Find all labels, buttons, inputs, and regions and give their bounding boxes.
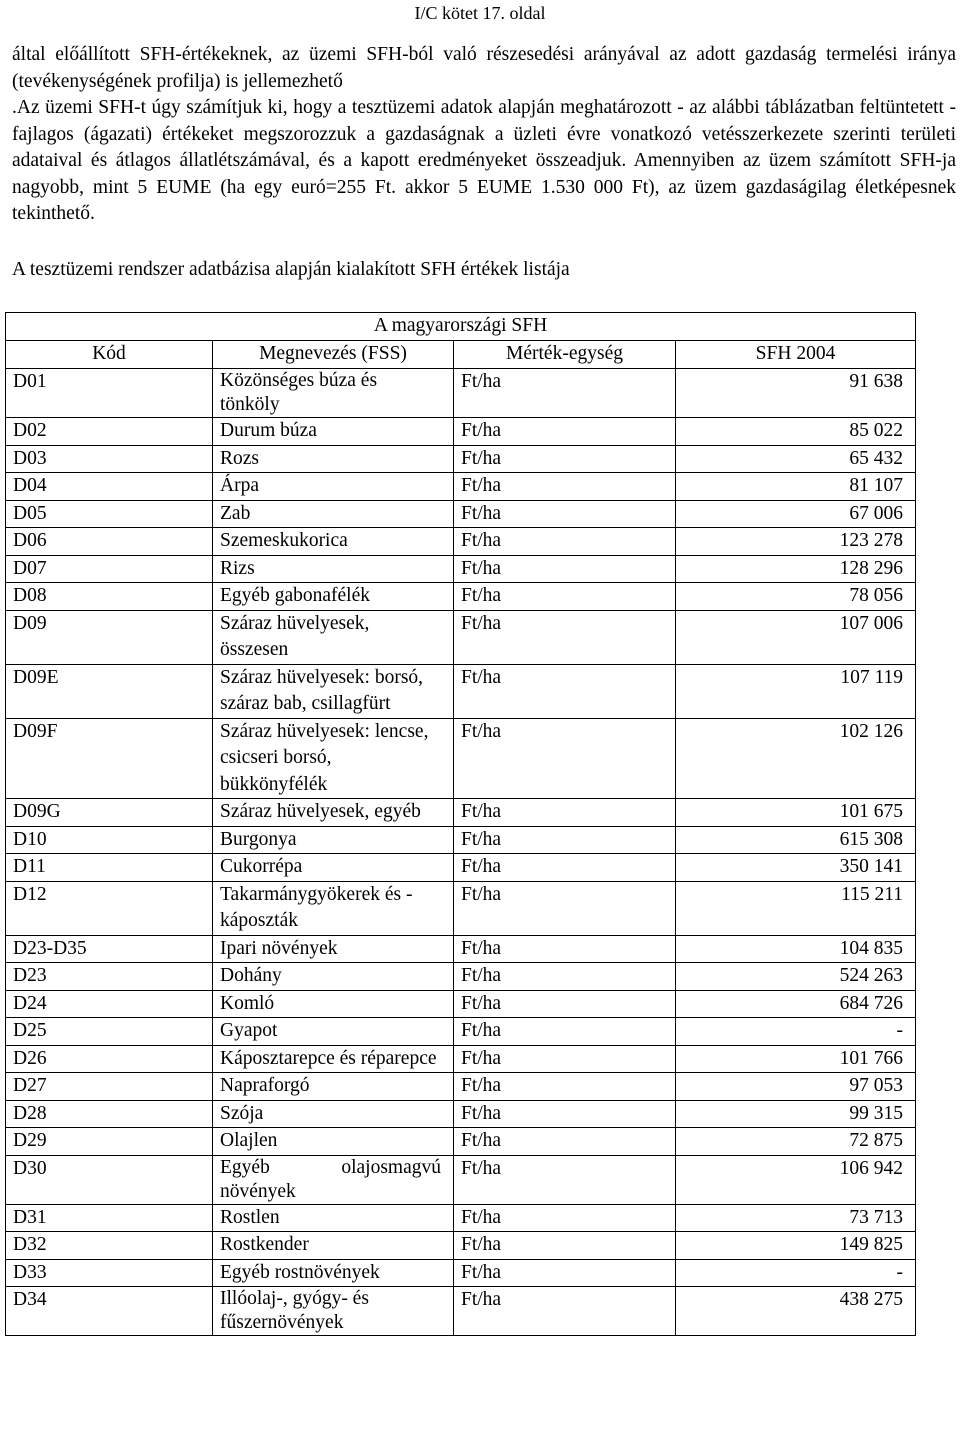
row-code: D23 bbox=[6, 963, 213, 991]
row-unit: Ft/ha bbox=[454, 1232, 676, 1260]
row-unit: Ft/ha bbox=[454, 826, 676, 854]
table-row bbox=[6, 418, 916, 446]
sfh-table bbox=[5, 312, 916, 1336]
row-code: D05 bbox=[6, 500, 213, 528]
row-code: D31 bbox=[6, 1204, 213, 1232]
row-code: D27 bbox=[6, 1073, 213, 1101]
table-row bbox=[6, 990, 916, 1018]
method-text-monospace-part: .Az üzemi SFH-t úgy számítjuk ki, hogy a tesztüzemi adatok alapján meghatározott - az alábbi táblázatban feltüntetett - fajlagos (ágazati) értékeket megszorozzuk a gazdaságnak a üzleti évre vonatkozó vetésszerkezete szerinti területi adataival és átlagos állatlétszámával, és a kapott eredményeket összeadjuk. bbox=[12, 97, 956, 171]
row-value: 73 713 bbox=[676, 1204, 916, 1232]
row-code: D32 bbox=[6, 1232, 213, 1260]
table-row bbox=[6, 1128, 916, 1156]
row-code: D04 bbox=[6, 473, 213, 501]
table-row bbox=[6, 555, 916, 583]
row-unit: Ft/ha bbox=[454, 1155, 676, 1204]
row-value: 350 141 bbox=[676, 854, 916, 882]
row-unit: Ft/ha bbox=[454, 610, 676, 664]
row-unit: Ft/ha bbox=[454, 935, 676, 963]
table-row bbox=[6, 1018, 916, 1046]
row-value: 81 107 bbox=[676, 473, 916, 501]
page-header: I/C kötet 17. oldal bbox=[414, 3, 546, 23]
table-row bbox=[6, 881, 916, 935]
table-body bbox=[6, 369, 916, 1336]
row-value: 123 278 bbox=[676, 528, 916, 556]
row-code: D33 bbox=[6, 1259, 213, 1287]
table-row bbox=[6, 1073, 916, 1101]
row-code: D01 bbox=[6, 369, 213, 418]
row-name: Egyéb olajosmagvú növények bbox=[213, 1155, 454, 1204]
row-name: Káposztarepce és réparepce bbox=[213, 1045, 454, 1073]
row-unit: Ft/ha bbox=[454, 1073, 676, 1101]
row-unit: Ft/ha bbox=[454, 1259, 676, 1287]
row-unit: Ft/ha bbox=[454, 1128, 676, 1156]
table-row bbox=[6, 1204, 916, 1232]
row-unit: Ft/ha bbox=[454, 528, 676, 556]
row-value: 149 825 bbox=[676, 1232, 916, 1260]
row-name: Zab bbox=[213, 500, 454, 528]
row-name: Cukorrépa bbox=[213, 854, 454, 882]
row-name: Dohány bbox=[213, 963, 454, 991]
row-unit: Ft/ha bbox=[454, 473, 676, 501]
table-row bbox=[6, 1287, 916, 1336]
row-code: D06 bbox=[6, 528, 213, 556]
row-unit: Ft/ha bbox=[454, 1204, 676, 1232]
row-unit: Ft/ha bbox=[454, 583, 676, 611]
row-name: Takarmánygyökerek és -káposzták bbox=[213, 881, 454, 935]
row-name: Napraforgó bbox=[213, 1073, 454, 1101]
row-name: Gyapot bbox=[213, 1018, 454, 1046]
table-row bbox=[6, 935, 916, 963]
row-code: D03 bbox=[6, 445, 213, 473]
row-value: - bbox=[676, 1018, 916, 1046]
table-row bbox=[6, 1100, 916, 1128]
row-name: Burgonya bbox=[213, 826, 454, 854]
row-value: 128 296 bbox=[676, 555, 916, 583]
row-value: 524 263 bbox=[676, 963, 916, 991]
row-value: 78 056 bbox=[676, 583, 916, 611]
row-name: Egyéb rostnövények bbox=[213, 1259, 454, 1287]
table-row bbox=[6, 610, 916, 664]
row-name: Száraz hüvelyesek, egyéb bbox=[213, 799, 454, 827]
row-code: D09 bbox=[6, 610, 213, 664]
table-row bbox=[6, 473, 916, 501]
row-code: D07 bbox=[6, 555, 213, 583]
row-code: D23-D35 bbox=[6, 935, 213, 963]
row-name: Egyéb gabonafélék bbox=[213, 583, 454, 611]
row-unit: Ft/ha bbox=[454, 963, 676, 991]
row-unit: Ft/ha bbox=[454, 1100, 676, 1128]
table-row bbox=[6, 718, 916, 799]
row-value: 107 006 bbox=[676, 610, 916, 664]
row-code: D28 bbox=[6, 1100, 213, 1128]
row-code: D34 bbox=[6, 1287, 213, 1336]
row-value: 85 022 bbox=[676, 418, 916, 446]
row-name: Rizs bbox=[213, 555, 454, 583]
column-header-unit: Mérték-egység bbox=[454, 341, 676, 369]
row-unit: Ft/ha bbox=[454, 664, 676, 718]
row-value: - bbox=[676, 1259, 916, 1287]
row-value: 72 875 bbox=[676, 1128, 916, 1156]
row-code: D10 bbox=[6, 826, 213, 854]
row-unit: Ft/ha bbox=[454, 1018, 676, 1046]
table-row bbox=[6, 528, 916, 556]
row-unit: Ft/ha bbox=[454, 799, 676, 827]
table-row bbox=[6, 445, 916, 473]
row-value: 91 638 bbox=[676, 369, 916, 418]
row-code: D09E bbox=[6, 664, 213, 718]
row-name: Olajlen bbox=[213, 1128, 454, 1156]
column-header-value: SFH 2004 bbox=[676, 341, 916, 369]
table-row bbox=[6, 799, 916, 827]
row-value: 102 126 bbox=[676, 718, 916, 799]
intro-paragraph: által előállított SFH-értékeknek, az üzemi SFH-ból való részesedési arányával az adott gazdaság termelési iránya (tevékenységének profilja) is jellemezhető bbox=[12, 44, 956, 92]
row-name: Ipari növények bbox=[213, 935, 454, 963]
row-unit: Ft/ha bbox=[454, 718, 676, 799]
row-value: 99 315 bbox=[676, 1100, 916, 1128]
column-header-code: Kód bbox=[6, 341, 213, 369]
table-row bbox=[6, 963, 916, 991]
row-name: Rostlen bbox=[213, 1204, 454, 1232]
row-code: D24 bbox=[6, 990, 213, 1018]
table-row bbox=[6, 1045, 916, 1073]
method-paragraph bbox=[12, 95, 956, 228]
row-value: 107 119 bbox=[676, 664, 916, 718]
row-code: D11 bbox=[6, 854, 213, 882]
table-caption: A magyarországi SFH bbox=[6, 313, 916, 341]
row-code: D09F bbox=[6, 718, 213, 799]
row-value: 101 675 bbox=[676, 799, 916, 827]
row-unit: Ft/ha bbox=[454, 555, 676, 583]
row-name: Szemeskukorica bbox=[213, 528, 454, 556]
list-title: A tesztüzemi rendszer adatbázisa alapján kialakított SFH értékek listája bbox=[12, 259, 570, 280]
row-name: Közönséges búza és tönköly bbox=[213, 369, 454, 418]
row-name: Rozs bbox=[213, 445, 454, 473]
row-code: D30 bbox=[6, 1155, 213, 1204]
table-row bbox=[6, 1155, 916, 1204]
table-row bbox=[6, 664, 916, 718]
row-code: D25 bbox=[6, 1018, 213, 1046]
table-row bbox=[6, 854, 916, 882]
row-unit: Ft/ha bbox=[454, 369, 676, 418]
table-row bbox=[6, 826, 916, 854]
row-value: 65 432 bbox=[676, 445, 916, 473]
row-name: Rostkender bbox=[213, 1232, 454, 1260]
row-value: 67 006 bbox=[676, 500, 916, 528]
method-text-tail: Amennyiben az üzem számított SFH-ja nagyobb, mint 5 EUME (ha egy euró=255 Ft. akkor 5 EUME 1.530 000 Ft), az üzem gazdaságilag életképesnek tekinthető. bbox=[12, 150, 956, 224]
row-name: Szója bbox=[213, 1100, 454, 1128]
row-unit: Ft/ha bbox=[454, 1287, 676, 1336]
row-value: 684 726 bbox=[676, 990, 916, 1018]
row-name: Száraz hüvelyesek, összesen bbox=[213, 610, 454, 664]
row-name: Száraz hüvelyesek: borsó, száraz bab, csillagfürt bbox=[213, 664, 454, 718]
table-row bbox=[6, 583, 916, 611]
row-value: 115 211 bbox=[676, 881, 916, 935]
row-unit: Ft/ha bbox=[454, 1045, 676, 1073]
column-header-name: Megnevezés (FSS) bbox=[213, 341, 454, 369]
row-code: D08 bbox=[6, 583, 213, 611]
table-row bbox=[6, 1232, 916, 1260]
row-name: Száraz hüvelyesek: lencse, csicseri borsó, bükkönyfélék bbox=[213, 718, 454, 799]
row-code: D26 bbox=[6, 1045, 213, 1073]
row-unit: Ft/ha bbox=[454, 500, 676, 528]
row-value: 438 275 bbox=[676, 1287, 916, 1336]
row-code: D09G bbox=[6, 799, 213, 827]
row-value: 104 835 bbox=[676, 935, 916, 963]
row-unit: Ft/ha bbox=[454, 854, 676, 882]
row-unit: Ft/ha bbox=[454, 445, 676, 473]
row-value: 97 053 bbox=[676, 1073, 916, 1101]
row-code: D29 bbox=[6, 1128, 213, 1156]
table-row bbox=[6, 1259, 916, 1287]
table-row bbox=[6, 369, 916, 418]
row-name: Komló bbox=[213, 990, 454, 1018]
row-name: Illóolaj-, gyógy- és fűszernövények bbox=[213, 1287, 454, 1336]
row-unit: Ft/ha bbox=[454, 881, 676, 935]
row-code: D02 bbox=[6, 418, 213, 446]
row-unit: Ft/ha bbox=[454, 990, 676, 1018]
row-value: 615 308 bbox=[676, 826, 916, 854]
row-name: Árpa bbox=[213, 473, 454, 501]
row-value: 106 942 bbox=[676, 1155, 916, 1204]
table-row bbox=[6, 500, 916, 528]
row-code: D12 bbox=[6, 881, 213, 935]
row-name: Durum búza bbox=[213, 418, 454, 446]
row-value: 101 766 bbox=[676, 1045, 916, 1073]
row-unit: Ft/ha bbox=[454, 418, 676, 446]
